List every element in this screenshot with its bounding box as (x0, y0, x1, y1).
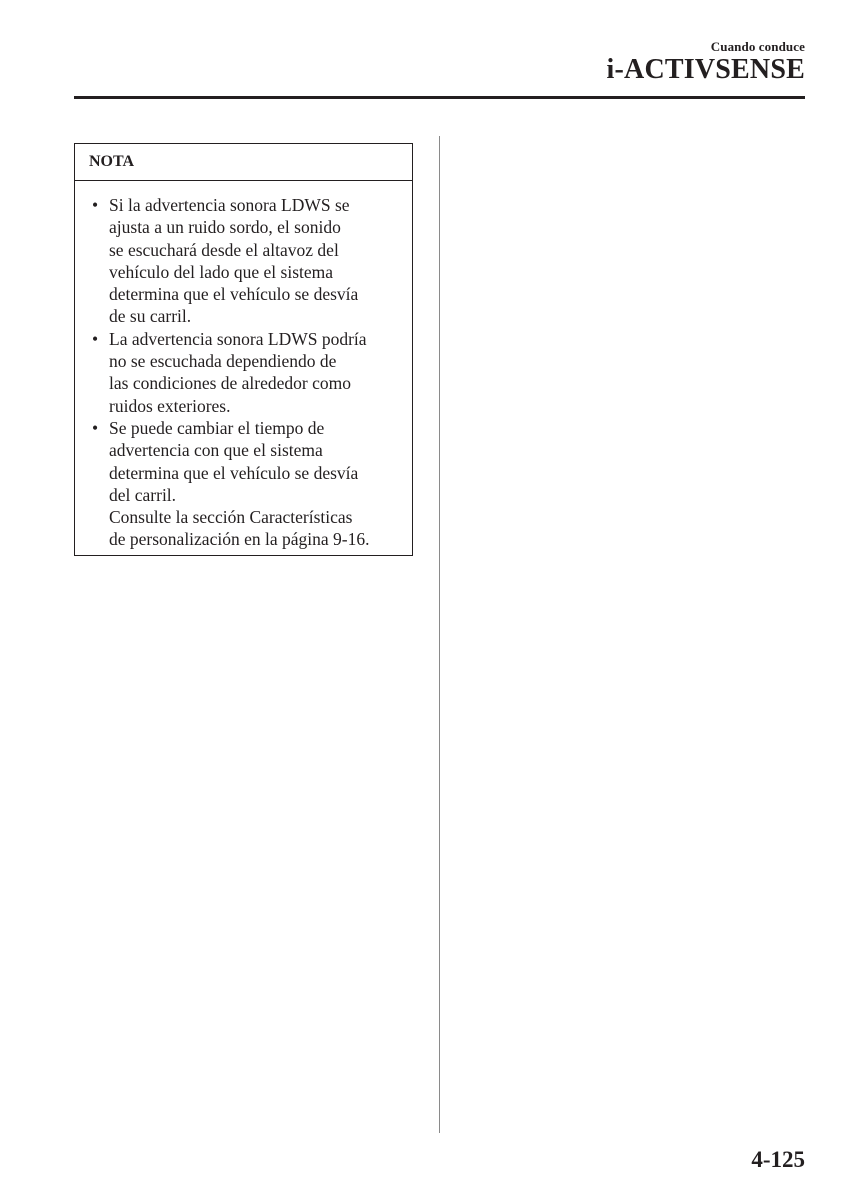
note-item (88, 328, 412, 417)
bullet-icon: • (92, 417, 99, 438)
note-body (75, 181, 412, 551)
page-number: 4-125 (751, 1147, 805, 1172)
column-divider (439, 136, 440, 1133)
note-item (88, 417, 412, 551)
note-item-text: La advertencia sonora LDWS podría no se escuchada dependiendo de las condiciones de alrededor como ruidos exteriores. (109, 328, 367, 416)
note-item-reference: Consulte la sección Características de personalización en la página 9-16. (109, 507, 370, 550)
note-label: NOTA (75, 144, 412, 181)
bullet-icon: • (92, 195, 99, 215)
note-item-text: Si la advertencia sonora LDWS se ajusta a un ruido sordo, el sonido se escuchará desde el altavoz del vehículo del lado que el sistema determina que el vehículo se desvía de su carril. (109, 195, 359, 327)
header-divider (74, 96, 805, 99)
bullet-icon: • (92, 328, 99, 349)
note-item (88, 194, 412, 328)
section-label: Cuando conduce (710, 39, 805, 54)
note-item-text: Se puede cambiar el tiempo de advertencia con que el sistema determina que el vehículo se desvía del carril. (109, 417, 359, 505)
page-title: i-ACTIVSENSE (606, 54, 805, 85)
note-box (74, 143, 413, 556)
